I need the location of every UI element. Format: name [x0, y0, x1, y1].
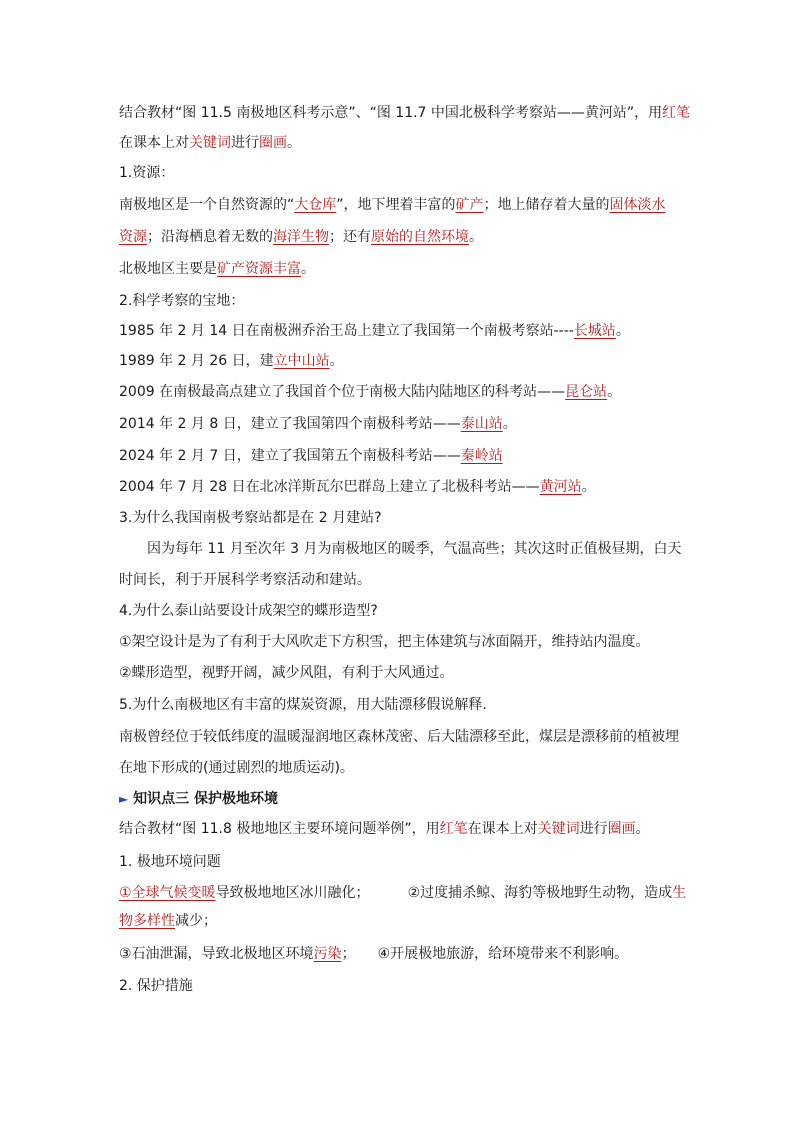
resource-line-3 — [119, 259, 315, 279]
keyword-underlined: 污染 — [313, 946, 342, 962]
keyword-underlined: 立中山站 — [273, 353, 330, 369]
triangle-marker-icon: ► — [119, 792, 129, 806]
text: 北极地区主要是 — [119, 261, 217, 277]
knowledge-point-3-heading — [119, 789, 278, 809]
station-line-6 — [119, 477, 596, 497]
intro-text: 。 — [287, 135, 301, 151]
answer-5-line-1: 南极曾经位于较低纬度的温暖湿润地区森林茂密、后大陆漂移至此，煤层是漂移前的植被埋 — [119, 729, 679, 745]
text: 减少； — [175, 913, 217, 929]
keyword-underlined: 大仓库 — [294, 197, 337, 213]
text: 。 — [329, 353, 344, 369]
text: 。 — [502, 416, 517, 432]
knowledge-point-title: 知识点三 保护极地环境 — [133, 791, 278, 807]
kp3-intro — [119, 819, 650, 839]
protection-measures-title: 2. 保护措施 — [119, 978, 193, 994]
text: 。 — [635, 821, 650, 837]
text: 2004 年 7 月 28 日在北冰洋斯瓦尔巴群岛上建立了北极科考站—— — [119, 479, 540, 495]
keyword-underlined: ①全球气候变暖 — [119, 885, 216, 901]
answer-3-line-2: 时间长，利于开展科学考察活动和建站。 — [119, 572, 371, 588]
red-pen-highlight: 红笔 — [662, 105, 691, 121]
text: 2014 年 2 月 8 日，建立了我国第四个南极科考站—— — [119, 416, 461, 432]
keyword-underlined: 泰山站 — [460, 416, 503, 432]
text: ；还有 — [329, 229, 371, 245]
intro-line-1 — [119, 103, 690, 123]
station-line-5 — [119, 446, 503, 466]
question-3: 3.为什么我国南极考察站都是在 2 月建站? — [119, 510, 382, 526]
keyword-underlined: 原始的自然环境 — [371, 229, 469, 245]
text: 。 — [581, 479, 596, 495]
intro-text: 结合教材“图 11.5 南极地区科考示意”、“图 11.7 中国北极科学考察站——黄河站”，用 — [119, 105, 663, 121]
text: 进行 — [579, 821, 608, 837]
keyword-underlined: 昆仑站 — [565, 384, 608, 400]
circle-highlight: 圈画 — [259, 135, 287, 151]
keyword-underlined: 海洋生物 — [273, 229, 329, 245]
intro-text: 进行 — [231, 135, 259, 151]
text: 。 — [607, 384, 622, 400]
answer-5-line-2: 在地下形成的(通过剧烈的地质运动)。 — [119, 760, 354, 776]
keyword-underlined: 资源 — [119, 229, 147, 245]
section-2-title: 2.科学考察的宝地： — [119, 293, 245, 309]
intro-text: 在课本上对 — [119, 135, 189, 151]
text: 1989 年 2 月 26 日，建 — [119, 353, 274, 369]
text: 导致极地地区冰川融化； — [215, 885, 370, 901]
text: ； — [341, 946, 356, 962]
answer-3-line-1: 因为每年 11 月至次年 3 月为南极地区的暖季，气温高些；其次这时正值极昼期，白天 — [147, 541, 682, 557]
text: ③石油泄漏，导致北极地区环境 — [119, 946, 314, 962]
keyword-underlined: 长城站 — [573, 323, 616, 339]
keyword-underlined: 物多样性 — [119, 913, 175, 929]
text: ”，地下埋着丰富的 — [336, 197, 456, 213]
resource-line-2 — [119, 227, 483, 247]
station-line-1 — [119, 321, 630, 341]
keyword-underlined: 矿产资源丰富 — [217, 261, 301, 277]
environment-problems-title: 1. 极地环境问题 — [119, 854, 221, 870]
keyword-highlight: 关键词 — [189, 135, 231, 151]
text: 2024 年 2 月 7 日，建立了我国第五个南极科考站—— — [119, 448, 461, 464]
text: 1985 年 2 月 14 日在南极洲乔治王岛上建立了我国第一个南极考察站---- — [119, 323, 574, 339]
text: 。 — [301, 261, 315, 277]
keyword-underlined: 黄河站 — [539, 479, 582, 495]
station-line-3 — [119, 382, 621, 402]
text: ；沿海栖息着无数的 — [147, 229, 273, 245]
text: 南极地区是一个自然资源的“ — [119, 197, 295, 213]
question-5: 5.为什么南极地区有丰富的煤炭资源，用大陆漂移假说解释. — [119, 697, 487, 713]
keyword-highlight: 关键词 — [537, 821, 580, 837]
station-line-4 — [119, 414, 517, 434]
keyword-underlined: 矿产 — [455, 197, 484, 213]
env-line-1 — [119, 883, 686, 903]
text: 在课本上对 — [467, 821, 538, 837]
keyword-underlined: 秦岭站 — [460, 448, 503, 464]
keyword-highlight: 生 — [672, 885, 687, 901]
answer-4-line-1: ①架空设计是为了有利于大风吹走下方积雪，把主体建筑与冰面隔开，维持站内温度。 — [119, 634, 650, 650]
resource-line-1 — [119, 195, 666, 215]
text: ；地上储存着大量的 — [483, 197, 610, 213]
text: 。 — [469, 229, 483, 245]
question-4: 4.为什么泰山站要设计成架空的蝶形造型? — [119, 603, 378, 619]
text: ②过度捕杀鲸、海豹等极地野生动物，造成 — [407, 885, 673, 901]
text: 结合教材“图 11.8 极地地区主要环境问题举例”，用 — [119, 821, 440, 837]
answer-4-line-2: ②蝶形造型，视野开阔，减少风阻，有利于大风通过。 — [119, 665, 454, 681]
station-line-2 — [119, 351, 344, 371]
keyword-underlined: 固体淡水 — [609, 197, 666, 213]
text: ④开展极地旅游，给环境带来不利影响。 — [377, 946, 629, 962]
red-pen-highlight: 红笔 — [439, 821, 468, 837]
circle-highlight: 圈画 — [607, 821, 636, 837]
text: 2009 在南极最高点建立了我国首个位于南极大陆内陆地区的科考站—— — [119, 384, 566, 400]
text: 。 — [615, 323, 630, 339]
env-line-3 — [119, 944, 628, 964]
intro-line-2 — [119, 133, 301, 153]
section-1-title: 1.资源： — [119, 165, 175, 181]
env-line-2 — [119, 911, 217, 931]
